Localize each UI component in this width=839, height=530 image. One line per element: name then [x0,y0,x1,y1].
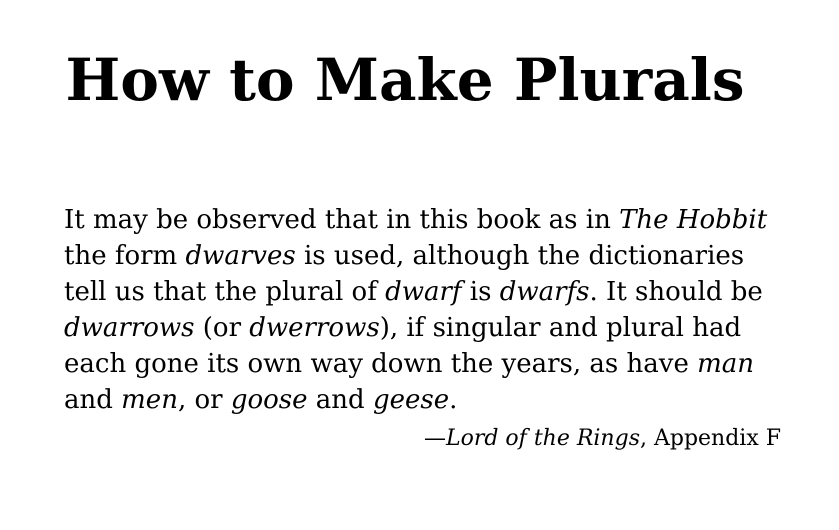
quote-line-1 [64,202,784,238]
quote-italic: The Hobbit [619,205,768,235]
quote-paragraph [64,202,784,418]
quote-text: and [307,385,373,415]
quote-text: and [64,385,122,415]
attribution-source: , Appendix F [639,426,781,451]
quote-line-3 [64,274,784,310]
quote-text: tell us that the plural of [64,277,386,307]
quote-text: ), if singular and plural had [379,313,742,343]
quote-italic: dwarves [185,241,296,271]
quote-italic: dwarfs [499,277,590,307]
quote-text: , or [177,385,231,415]
quote-italic: geese [372,385,450,415]
quote-line-2 [64,238,784,274]
quote-text: each gone its own way down the years, as have [64,349,698,379]
quote-text: the form [64,241,186,271]
quote-text: It may be observed that in this book as in [64,205,620,235]
quote-line-4 [64,310,784,346]
attribution-dash: — [423,426,446,451]
quote-line-5 [64,346,784,382]
quote-italic: dwarrows [64,313,195,343]
quote-text: is used, although the dictionaries [295,241,745,271]
page-title: How to Make Plurals [65,46,745,114]
quote-text: . It should be [589,277,763,307]
quote-italic: goose [230,385,308,415]
attribution-work-title: Lord of the Rings [445,426,640,451]
quote-text: is [461,277,500,307]
quote-italic: man [697,349,755,379]
quote-text: . [449,385,458,415]
quote-text: (or [194,313,250,343]
quote-italic: dwarf [385,277,462,307]
quote-italic: men [121,385,178,415]
quote-attribution [424,424,781,454]
quote-italic: dwerrows [249,313,380,343]
quote-line-6 [64,382,784,418]
